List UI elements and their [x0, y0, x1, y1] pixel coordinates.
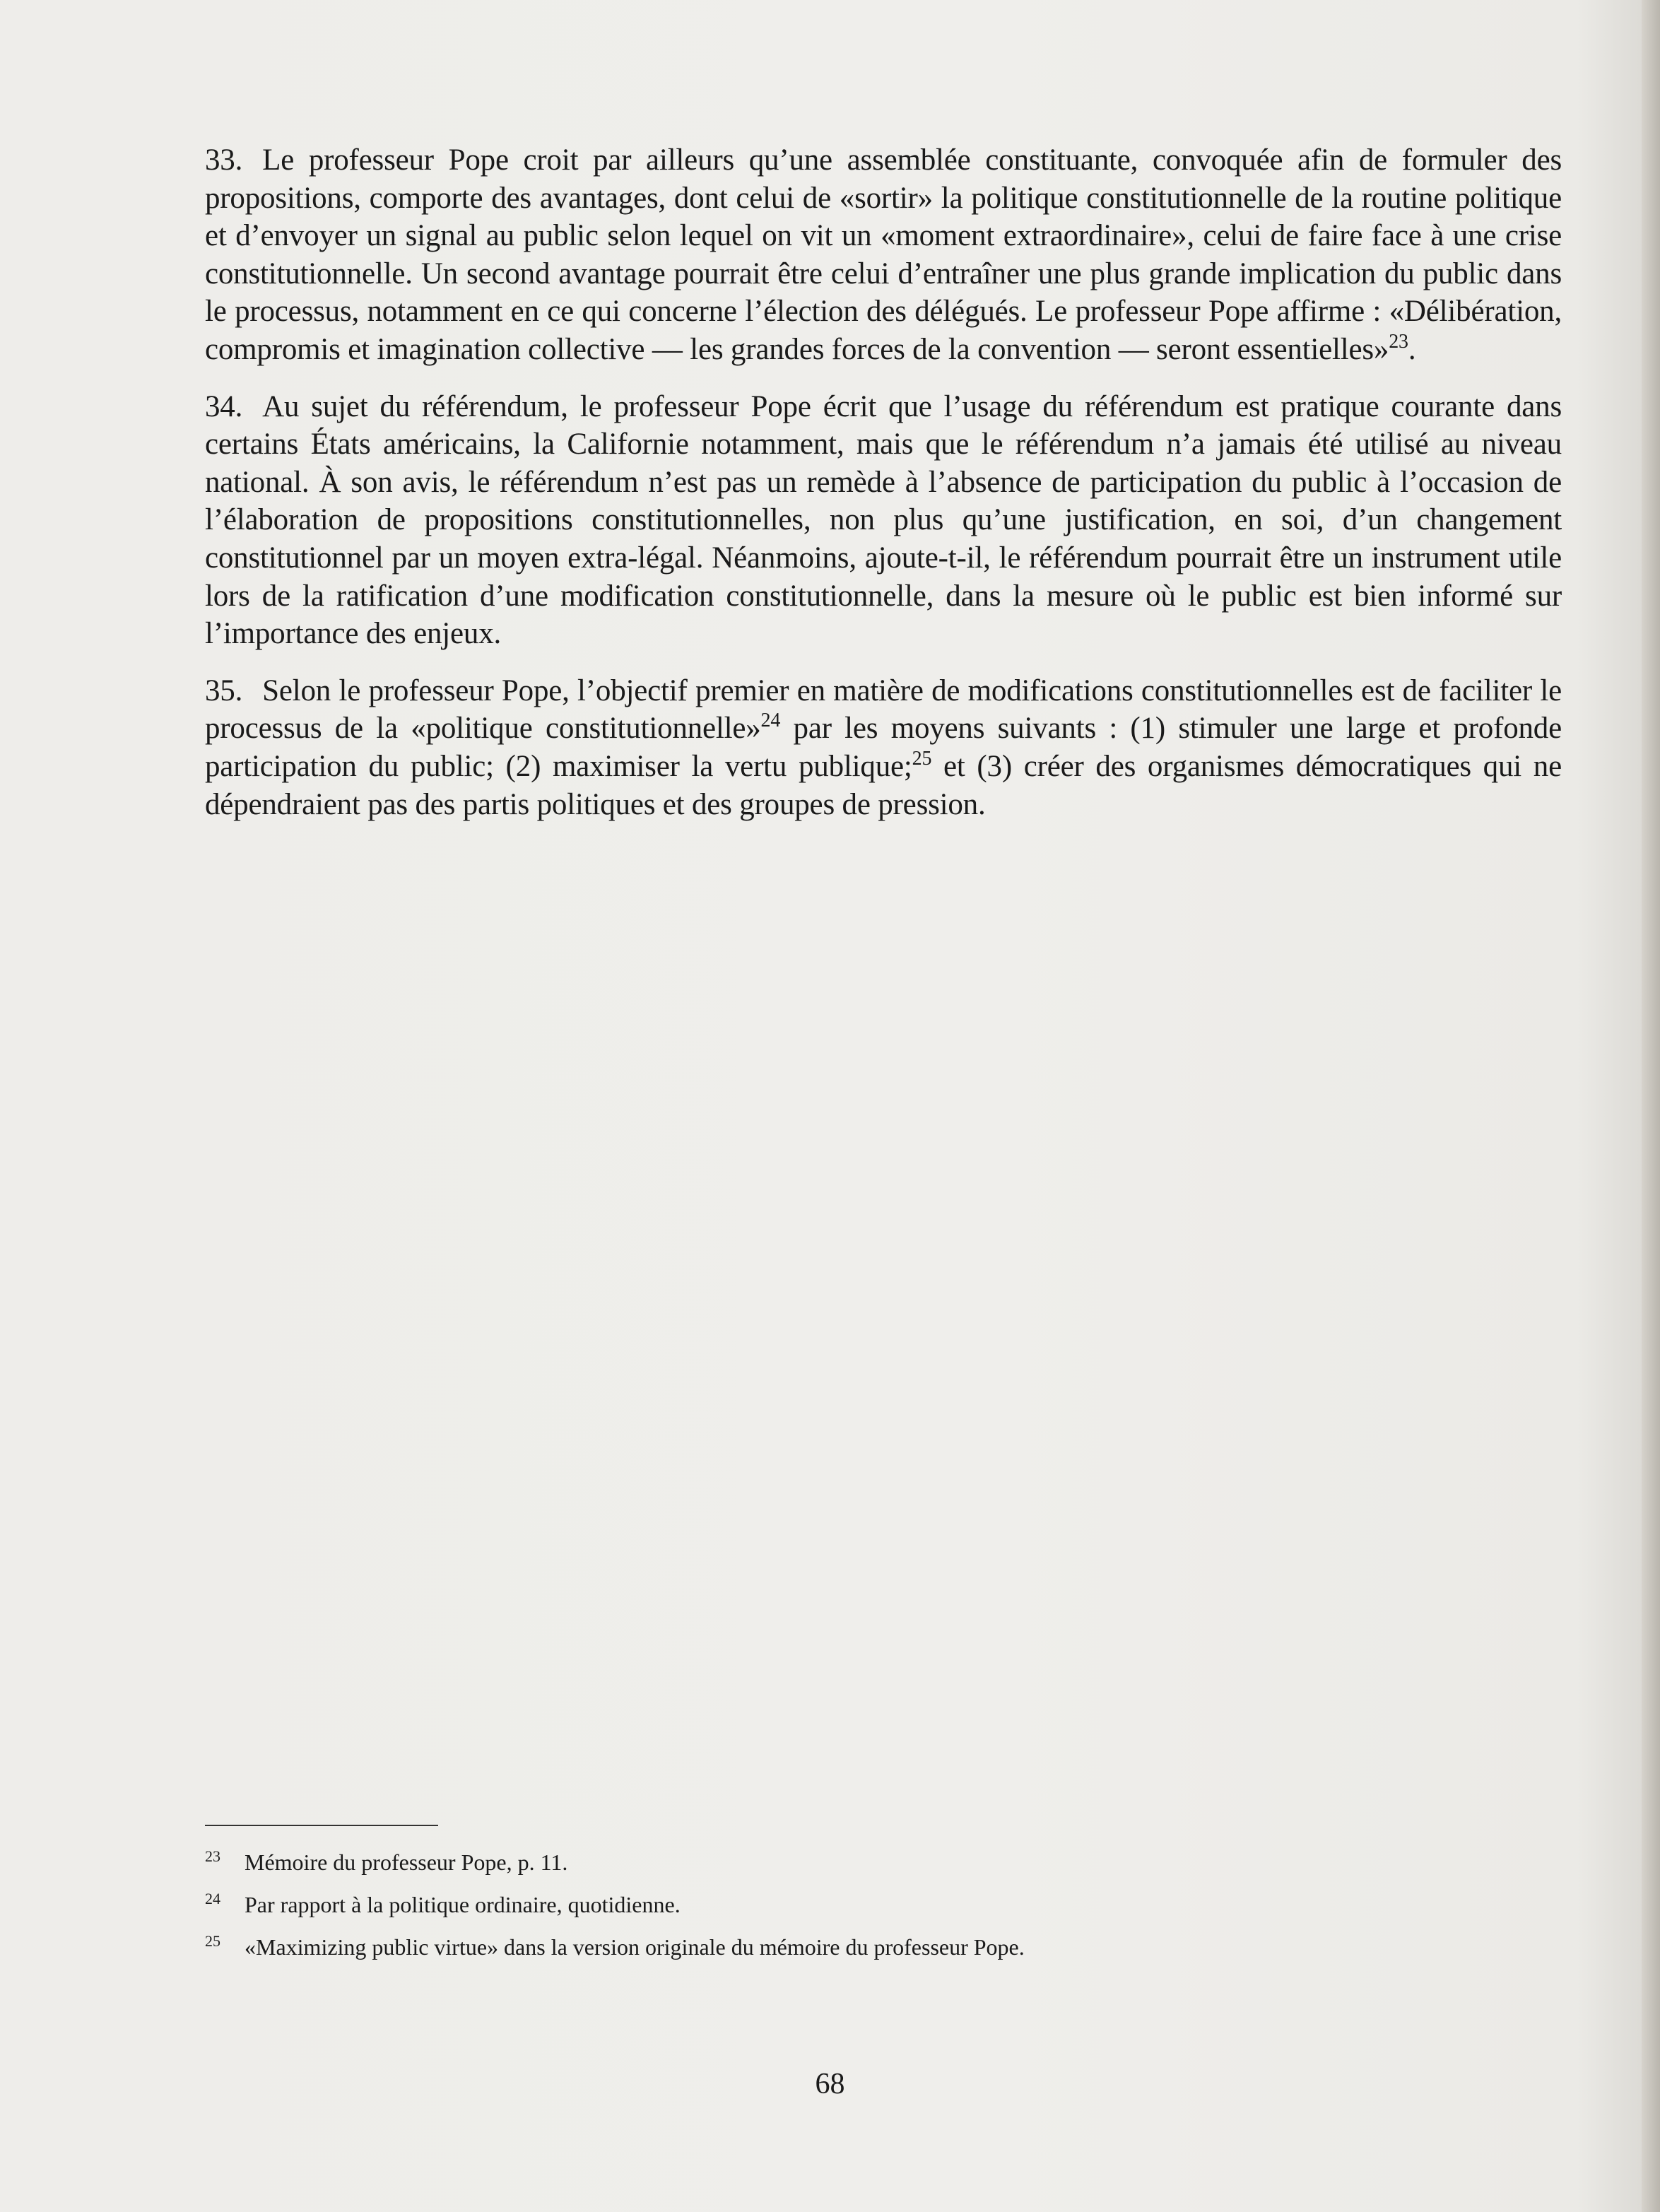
paragraph-text: Selon le professeur Pope, l’objectif premier en matière de modifications constitutionnelles est de faciliter le processus de la «politique constitutionnelle»	[205, 673, 1562, 746]
footnote	[205, 1883, 1562, 1920]
paragraph-text: par les moyens suivants : (1) stimuler une large et profonde participation du public; (2) maximiser la vertu publique;	[205, 712, 1562, 783]
paragraph-text: et (3) créer des organismes démocratiques qui ne dépendraient pas des partis politiques et des groupes de pression.	[205, 749, 1562, 821]
paragraph-number: 35.	[205, 673, 243, 707]
footnote-number: 25	[205, 1932, 220, 1950]
paragraph-text: Au sujet du référendum, le professeur Pope écrit que l’usage du référendum est pratique courante dans certains États américains, la Californie notamment, mais que le référendum n’a jamais été utilisé au niveau national. À son avis, le référendum n’est pas un remède à l’absence de participation du public à l’occasion de l’élaboration de propositions constitutionnelles, non plus qu’une justification, en soi, d’un changement constitutionnel par un moyen extra-légal. Néanmoins, ajoute-t-il, le référendum pourrait être un instrument utile lors de la ratification d’une modification constitutionnelle, dans la mesure où le public est bien informé sur l’importance des enjeux.	[205, 389, 1562, 651]
footnote-number: 23	[205, 1847, 220, 1865]
footnote-text: Par rapport à la politique ordinaire, quotidienne.	[245, 1892, 681, 1917]
footnote-ref: 25	[912, 747, 932, 770]
footnote	[205, 1841, 1562, 1878]
paragraph-number: 34.	[205, 389, 243, 423]
paragraph-number: 33.	[205, 143, 243, 177]
paragraph-34	[205, 388, 1562, 653]
footnote-text: Mémoire du professeur Pope, p. 11.	[245, 1849, 568, 1875]
footnote-ref: 24	[760, 710, 781, 732]
page-number: 68	[815, 2068, 845, 2100]
paragraph-35	[205, 672, 1562, 823]
paragraph-tail: .	[1408, 332, 1416, 366]
footnotes	[205, 1841, 1562, 1968]
paragraph-33	[205, 141, 1562, 369]
book-spine-shadow	[1642, 0, 1660, 2212]
body-text	[205, 141, 1562, 842]
footnote	[205, 1926, 1562, 1963]
footnote-ref: 23	[1389, 330, 1408, 353]
footnote-divider	[205, 1825, 438, 1826]
footnote-text: «Maximizing public virtue» dans la version originale du mémoire du professeur Pope.	[245, 1934, 1025, 1960]
paragraph-text: Le professeur Pope croit par ailleurs qu’une assemblée constituante, convoquée afin de formuler des propositions, comporte des avantages, dont celui de «sortir» la politique constitutionnelle de la routine politique et d’envoyer un signal au public selon lequel on vit un «moment extraordinaire», celui de faire face à une crise constitutionnelle. Un second avantage pourrait être celui d’entraîner une plus grande implication du public dans le processus, notamment en ce qui concerne l’élection des délégués. Le professeur Pope affirme : «Délibération, compromis et imagination collective — les grandes forces de la convention — seront essentielles»	[205, 143, 1562, 366]
footnote-number: 24	[205, 1890, 220, 1907]
